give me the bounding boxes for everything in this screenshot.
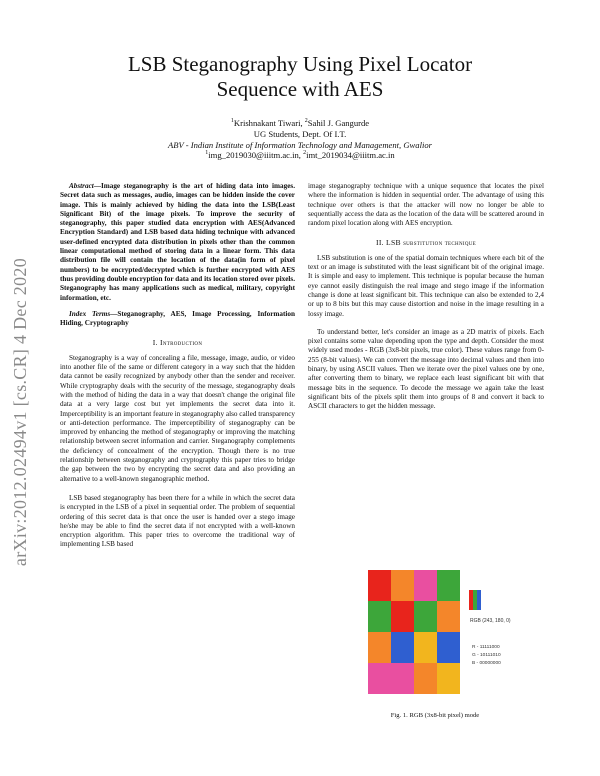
pixel-cell bbox=[437, 601, 460, 632]
bit-r: R - 11111000 bbox=[472, 645, 500, 650]
pixel-cell bbox=[414, 601, 437, 632]
email-1: img_2019030@iiitm.ac.in, bbox=[208, 150, 304, 161]
paper-title: LSB Steganography Using Pixel Locator Sequence with AES bbox=[127, 52, 473, 101]
figure-rgb-pixels bbox=[368, 570, 528, 730]
pixel-cell bbox=[414, 570, 437, 601]
pixel-grid bbox=[368, 570, 460, 694]
index-terms-text: —Steganography, AES, Image Processing, Information Hiding, Cryptography bbox=[60, 309, 295, 328]
rgb-label: RGB (243, 180, 0) bbox=[470, 618, 511, 624]
author-institution: ABV - Indian Institute of Information Technology and Management, Gwalior bbox=[168, 139, 432, 150]
pixel-cell bbox=[368, 663, 391, 694]
author-emails bbox=[90, 150, 510, 161]
right-column bbox=[308, 182, 544, 412]
left-column bbox=[60, 182, 295, 550]
lsb-paragraph-1: LSB substitution is one of the spatial domain techniques where each bit of the text or an image is substituted with the least significant bit of the original image. It is simple and easy to implement. This technique is popular because the human eye cannot easily distinguish the real image and stego image if the information change is done at least significant bit. This technique can also be extended to 2,4 or up to 8 bits but this may cause distortion and noise in the image resulting in a lossy image. bbox=[308, 253, 544, 318]
author-role: UG Students, Dept. Of I.T. bbox=[253, 128, 347, 139]
intro-paragraph-1: Steganography is a way of concealing a file, message, image, audio, or video into another file of the same or different category in a way such that the hidden data cannot be easily recognized by anybody other than the sender and receiver. While cryptography deals with the security of the message, steganography deals with the method of hiding the data in a way that doesn't change the original file data at a very large cost but yet implements the secret data into it. Imperceptibility is an important feature in steganography also called transparency or anti-detection performance. The imperceptibility of steganography can be improved by enhancing the method of steganography or improving the matching relationship between secret information and carrier. Steganography complements the deficiency of concealment of the encryption. Though there is no true relationship between steganography and cryptography this paper tries to bridge the gap between the two by encrypting the secret data and also providing an alternative to a well-known steganographic method. bbox=[60, 353, 295, 483]
lsb-paragraph-2: To understand better, let's consider an image as a 2D matrix of pixels. Each pixel contains some value depending upon the type and depth. Consider the most widely used modes - RGB (3x8-bit pixels, true color). These values range from 0-255 (8-bit values). We can convert the message into decimal values and then into binary, by using ASCII values. Then we iterate over the pixel values one by one, after converting them to binary, we replace each least significant bit with that message bits in the sequence. To decode the message we again take the least significant bits of the pixels split them into groups of 8 and convert it back to ASCII characters to get the hidden message. bbox=[308, 327, 544, 411]
author-names bbox=[90, 118, 510, 129]
pixel-cell bbox=[437, 632, 460, 663]
pixel-cell bbox=[437, 570, 460, 601]
pixel-cell bbox=[391, 601, 414, 632]
author-sup-1: 1 bbox=[230, 118, 234, 125]
abstract-lead: Abstract bbox=[69, 182, 94, 190]
section-heading-intro: I. Introduction bbox=[152, 338, 203, 348]
figure-caption: Fig. 1. RGB (3x8-bit pixel) mode bbox=[390, 712, 480, 719]
email-sup-2: 2 bbox=[303, 150, 307, 157]
section-heading-lsb: II. LSB substitution technique bbox=[375, 238, 477, 248]
author-block bbox=[90, 118, 510, 161]
pixel-cell bbox=[368, 570, 391, 601]
author-sup-2: 2 bbox=[304, 118, 308, 125]
pixel-cell bbox=[437, 663, 460, 694]
author-2: Sahil J. Gangurde bbox=[307, 118, 370, 128]
index-terms bbox=[60, 310, 295, 329]
pixel-cell bbox=[414, 663, 437, 694]
pixel-channel bbox=[477, 590, 481, 610]
pixel-cell bbox=[391, 663, 414, 694]
right-paragraph-continued: image steganography technique with a unique sequence that locates the pixel where the information is hidden in sequential order. The advantage of using this technique over others is that the attacker will now no longer be able to sequentially access the data as the location of the data will be scattered around in random pixel location along with AES encryption. bbox=[308, 182, 544, 228]
email-2: imt_2019034@iiitm.ac.in bbox=[306, 150, 395, 161]
intro-paragraph-2: LSB based steganography has been there for a while in which the secret data is encrypted in the LSB of a pixel in sequential order. The problem of sequential ordering of this secret data is that once the user is handed over a stego image he/she may be able to find the secret data if not encrypted with a well-known encryption algorithm. This paper tries to overcome the traditional way of implementing LSB based bbox=[60, 493, 295, 549]
index-terms-lead: Index Terms bbox=[69, 309, 111, 318]
email-sup-1: 1 bbox=[205, 150, 209, 157]
pixel-detail bbox=[469, 590, 481, 610]
abstract-text: —Image steganography is the art of hiding data into images. Secret data such as messages, audio, images can be hidden inside the cover image. This is mainly achieved by hiding the data into the LSB(Least Significant Bit) of the image pixels. To improve the security of steganography, this paper studied data encryption with AES(Advanced Encryption Standard) and LSB based data hiding technique with advanced user-defined encrypted data distribution in pixels other than the common linear computational method of storing data in a linear form. This data distribution file will contain the location of the data(in form of pixel numbers) to be encrypted/decrypted which is further encrypted with AES thus providing double encryption for data and its location stored over pixels. Steganography has many applications such as medical, military, copyright information, etc. bbox=[60, 182, 295, 302]
pixel-cell bbox=[414, 632, 437, 663]
bit-g: G - 10111010 bbox=[472, 653, 501, 658]
bit-values bbox=[472, 644, 501, 668]
author-1: Krishnakant Tiwari, bbox=[233, 118, 305, 128]
abstract bbox=[60, 182, 295, 303]
arxiv-id: arXiv:2012.02494v1 [cs.CR] 4 Dec 2020 bbox=[10, 258, 30, 567]
pixel-cell bbox=[391, 570, 414, 601]
pixel-cell bbox=[368, 601, 391, 632]
pixel-cell bbox=[391, 632, 414, 663]
pixel-cell bbox=[368, 632, 391, 663]
bit-b: B - 00000000 bbox=[472, 661, 501, 666]
